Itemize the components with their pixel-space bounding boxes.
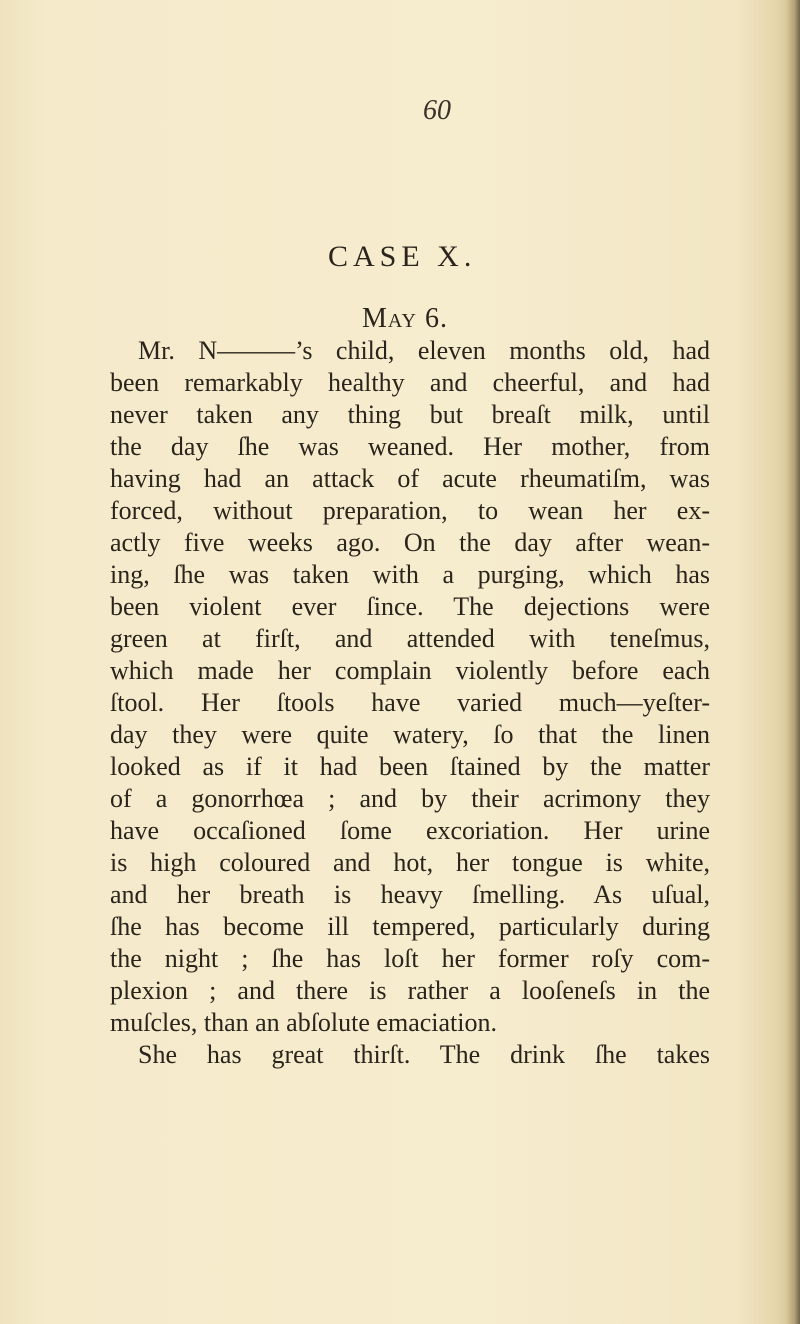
text-line: She has great thirſt. The drink ſhe takes <box>138 1040 710 1069</box>
date-heading <box>362 303 448 335</box>
text-line: green at firſt, and attended with teneſmus, <box>110 624 710 653</box>
page-number: 60 <box>423 95 451 126</box>
text-line: been remarkably healthy and cheerful, and had <box>110 368 710 397</box>
text-line: ſtool. Her ſtools have varied much—yeſter- <box>110 688 710 717</box>
text-line: of a gonorrhœa ; and by their acrimony they <box>110 784 710 813</box>
date-day: 6. <box>424 303 448 334</box>
text-line: ing, ſhe was taken with a purging, which has <box>110 560 710 589</box>
text-line: ſhe has become ill tempered, particularly during <box>110 912 710 941</box>
date-month: May <box>362 303 417 334</box>
text-line: been violent ever ſince. The dejections were <box>110 592 710 621</box>
text-line: and her breath is heavy ſmelling. As uſual, <box>110 880 710 909</box>
text-line: Mr. N———’s child, eleven months old, had <box>138 336 710 365</box>
text-line: plexion ; and there is rather a looſeneſs in the <box>110 976 710 1005</box>
text-line: have occaſioned ſome excoriation. Her urine <box>110 816 710 845</box>
text-line: forced, without preparation, to wean her ex- <box>110 496 710 525</box>
text-line: day they were quite watery, ſo that the linen <box>110 720 710 749</box>
page-edge-shadow <box>786 0 800 1324</box>
text-line: having had an attack of acute rheumatiſm, was <box>110 464 710 493</box>
text-line: looked as if it had been ſtained by the matter <box>110 752 710 781</box>
text-line: the day ſhe was weaned. Her mother, from <box>110 432 710 461</box>
text-line: muſcles, than an abſolute emaciation. <box>110 1008 497 1037</box>
case-heading: CASE X. <box>328 240 477 273</box>
text-line: which made her complain violently before each <box>110 656 710 685</box>
text-line: the night ; ſhe has loſt her former roſy com- <box>110 944 710 973</box>
text-line: never taken any thing but breaſt milk, until <box>110 400 710 429</box>
text-line: actly five weeks ago. On the day after wean- <box>110 528 710 557</box>
text-line: is high coloured and hot, her tongue is white, <box>110 848 710 877</box>
